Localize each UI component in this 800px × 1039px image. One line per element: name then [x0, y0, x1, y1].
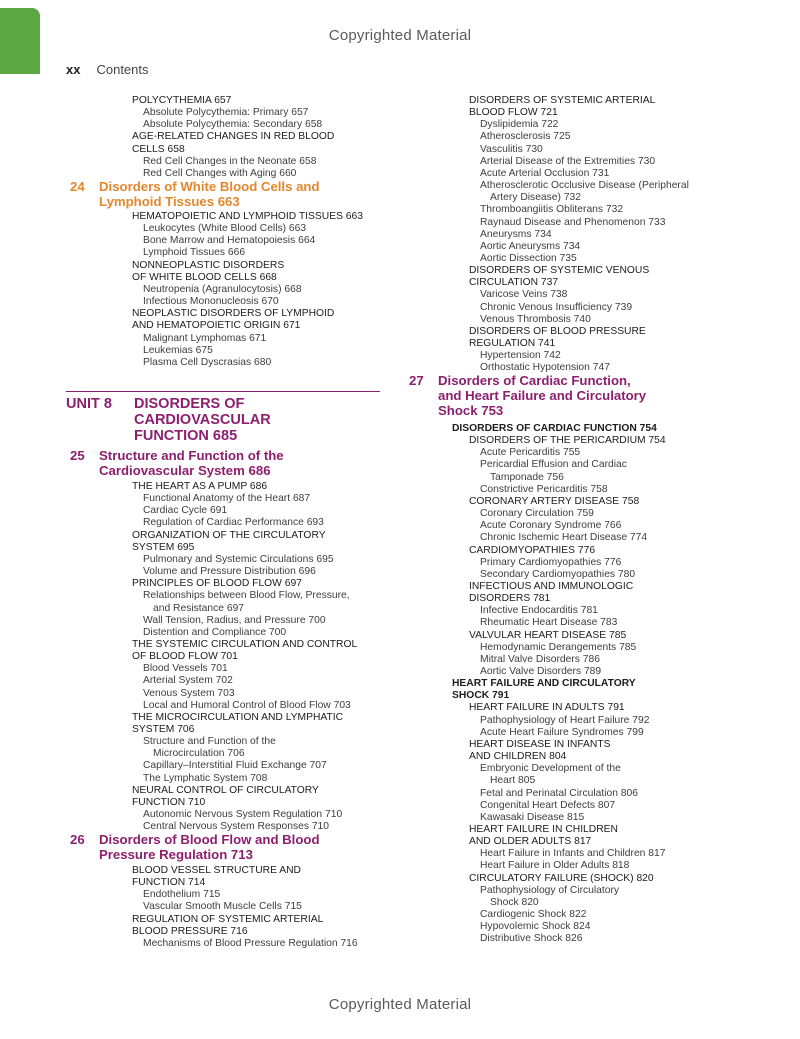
chapter-number: 25 [70, 448, 85, 463]
toc-subentry[interactable]: Pathophysiology of Heart Failure 792 [480, 714, 650, 726]
toc-subentry[interactable]: Embryonic Development of the [480, 763, 621, 775]
toc-subentry[interactable]: Malignant Lymphomas 671 [143, 332, 267, 344]
toc-subentry[interactable]: Rheumatic Heart Disease 783 [480, 617, 618, 629]
toc-subentry[interactable]: Primary Cardiomyopathies 776 [480, 556, 622, 568]
toc-entry[interactable]: SHOCK 791 [452, 690, 510, 702]
toc-subentry[interactable]: Vascular Smooth Muscle Cells 715 [143, 901, 302, 913]
chapter-title-line: Disorders of Cardiac Function, [438, 373, 631, 388]
toc-subentry[interactable]: Artery Disease) 732 [490, 192, 581, 204]
toc-subentry[interactable]: Blood Vessels 701 [143, 663, 228, 675]
toc-entry[interactable]: HEMATOPOIETIC AND LYMPHOID TISSUES 663 [132, 211, 363, 222]
toc-entry[interactable]: REGULATION OF SYSTEMIC ARTERIAL [132, 913, 324, 925]
toc-subentry[interactable]: Aortic Dissection 735 [480, 252, 577, 264]
toc-subentry[interactable]: Wall Tension, Radius, and Pressure 700 [143, 614, 326, 626]
toc-subentry[interactable]: Cardiogenic Shock 822 [480, 909, 587, 920]
toc-entry[interactable]: AND OLDER ADULTS 817 [469, 836, 592, 848]
toc-subentry[interactable]: Tamponade 756 [490, 471, 564, 483]
chapter-25-heading[interactable] [70, 448, 284, 463]
toc-entry[interactable]: THE SYSTEMIC CIRCULATION AND CONTROL [132, 638, 358, 650]
toc-entry[interactable]: DISORDERS OF CARDIAC FUNCTION 754 [452, 423, 657, 434]
toc-subentry[interactable]: Structure and Function of the [143, 736, 276, 748]
toc-subentry[interactable]: Infective Endocarditis 781 [480, 605, 598, 617]
toc-entry[interactable]: CIRCULATORY FAILURE (SHOCK) 820 [469, 872, 654, 884]
toc-subentry[interactable]: Orthostatic Hypotension 747 [480, 362, 610, 374]
toc-subentry[interactable]: Red Cell Changes in the Neonate 658 [143, 155, 317, 167]
toc-subentry[interactable]: Hypovolemic Shock 824 [480, 921, 591, 933]
chapter-27-heading-cont[interactable] [438, 388, 646, 403]
toc-entry[interactable]: ORGANIZATION OF THE CIRCULATORY [132, 529, 326, 541]
toc-subentry[interactable]: Fetal and Perinatal Circulation 806 [480, 787, 638, 799]
toc-subentry[interactable]: Bone Marrow and Hematopoiesis 664 [143, 235, 316, 247]
toc-subentry[interactable]: Endothelium 715 [143, 889, 221, 901]
toc-subentry[interactable]: Relationships between Blood Flow, Pressure, [143, 590, 350, 602]
chapter-26-heading[interactable] [70, 832, 320, 847]
toc-subentry[interactable]: Leukocytes (White Blood Cells) 663 [143, 223, 307, 235]
toc-subentry[interactable]: Chronic Ischemic Heart Disease 774 [480, 532, 648, 544]
chapter-title-line: Lymphoid Tissues 663 [99, 194, 240, 209]
chapter-title-line: Structure and Function of the [99, 448, 284, 463]
toc-entry[interactable]: DISORDERS 781 [469, 593, 551, 605]
chapter-title-line: Disorders of Blood Flow and Blood [99, 832, 320, 847]
chapter-25-heading-cont[interactable] [99, 463, 271, 478]
toc-subentry[interactable]: Secondary Cardiomyopathies 780 [480, 568, 636, 580]
unit-title-line: DISORDERS OF [134, 396, 245, 412]
toc-subentry[interactable]: Distention and Compliance 700 [143, 626, 287, 638]
toc-subentry[interactable]: Mechanisms of Blood Pressure Regulation 716 [143, 937, 358, 949]
toc-entry[interactable]: THE MICROCIRCULATION AND LYMPHATIC [132, 711, 344, 723]
toc-subentry[interactable]: Plasma Cell Dyscrasias 680 [143, 356, 272, 368]
toc-entry[interactable]: BLOOD FLOW 721 [469, 107, 558, 119]
toc-subentry[interactable]: Arterial System 702 [143, 675, 233, 687]
toc-subentry[interactable]: Venous Thrombosis 740 [480, 313, 591, 325]
toc-entry[interactable]: DISORDERS OF SYSTEMIC VENOUS [469, 265, 650, 277]
toc-subentry[interactable]: Pathophysiology of Circulatory [480, 884, 620, 896]
chapter-24-heading[interactable] [70, 179, 320, 194]
toc-subentry[interactable]: Hypertension 742 [480, 350, 561, 362]
toc-subentry[interactable]: Coronary Circulation 759 [480, 508, 594, 520]
running-head [66, 62, 149, 77]
toc-subentry[interactable]: Distributive Shock 826 [480, 933, 583, 945]
toc-entry[interactable]: NEURAL CONTROL OF CIRCULATORY [132, 784, 319, 796]
toc-subentry[interactable]: Heart Failure in Older Adults 818 [480, 860, 630, 872]
toc-subentry[interactable]: Absolute Polycythemia: Secondary 658 [143, 119, 323, 131]
toc-subentry[interactable]: Pulmonary and Systemic Circulations 695 [143, 553, 334, 565]
toc-entry[interactable]: FUNCTION 710 [132, 796, 206, 808]
unit-divider-rule [66, 391, 380, 392]
toc-subentry[interactable]: Cardiac Cycle 691 [143, 505, 228, 517]
toc-subentry[interactable]: Atherosclerotic Occlusive Disease (Peripheral [480, 180, 689, 192]
toc-subentry[interactable]: Heart 805 [490, 775, 536, 787]
watermark-top: Copyrighted Material [328, 27, 472, 44]
toc-entry[interactable]: OF BLOOD FLOW 701 [132, 651, 238, 663]
toc-entry[interactable]: SYSTEM 706 [132, 724, 195, 735]
toc-subentry[interactable]: Volume and Pressure Distribution 696 [143, 566, 316, 578]
toc-entry[interactable]: HEART FAILURE IN CHILDREN [469, 823, 618, 835]
toc-subentry[interactable]: Atherosclerosis 725 [480, 131, 571, 143]
toc-entry[interactable]: NONNEOPLASTIC DISORDERS [132, 259, 285, 271]
toc-subentry[interactable]: Vasculitis 730 [480, 143, 543, 155]
toc-subentry[interactable]: Mitral Valve Disorders 786 [480, 653, 600, 665]
toc-subentry[interactable]: Kawasaki Disease 815 [480, 811, 585, 823]
toc-subentry[interactable]: Red Cell Changes with Aging 660 [143, 167, 297, 179]
toc-entry[interactable]: OF WHITE BLOOD CELLS 668 [132, 271, 277, 283]
watermark-bottom: Copyrighted Material [328, 996, 472, 1013]
toc-subentry[interactable]: Local and Humoral Control of Blood Flow 703 [143, 699, 351, 711]
chapter-title-line: Disorders of White Blood Cells and [99, 179, 320, 194]
toc-subentry[interactable]: Aneurysms 734 [480, 228, 552, 240]
toc-subentry[interactable]: Leukemias 675 [143, 344, 213, 356]
toc-subentry[interactable]: Acute Pericarditis 755 [480, 447, 581, 459]
toc-entry[interactable]: PRINCIPLES OF BLOOD FLOW 697 [132, 578, 302, 590]
toc-subentry[interactable]: The Lymphatic System 708 [143, 772, 268, 784]
chapter-26-heading-cont[interactable] [99, 847, 253, 862]
toc-subentry[interactable]: Shock 820 [490, 896, 539, 908]
unit-8-heading-cont[interactable] [134, 428, 237, 444]
toc-subentry[interactable]: Constrictive Pericarditis 758 [480, 483, 608, 495]
unit-title-line: CARDIOVASCULAR [134, 412, 271, 428]
toc-subentry[interactable]: Venous System 703 [143, 687, 235, 699]
toc-subentry[interactable]: Thromboangiitis Obliterans 732 [480, 204, 624, 216]
chapter-number: 27 [409, 373, 424, 388]
toc-entry[interactable]: CORONARY ARTERY DISEASE 758 [469, 495, 640, 507]
chapter-number: 26 [70, 832, 85, 847]
chapter-24-heading-cont[interactable] [99, 194, 240, 209]
toc-subentry[interactable]: Arterial Disease of the Extremities 730 [480, 155, 656, 167]
chapter-title-line: Pressure Regulation 713 [99, 847, 253, 862]
toc-subentry[interactable]: Autonomic Nervous System Regulation 710 [143, 809, 343, 821]
unit-8-heading[interactable] [66, 396, 244, 412]
unit-title-line: FUNCTION 685 [134, 428, 238, 444]
toc-entry[interactable]: CIRCULATION 737 [469, 277, 559, 289]
unit-8-heading-cont[interactable] [134, 412, 271, 428]
toc-subentry[interactable]: Acute Coronary Syndrome 766 [480, 520, 622, 532]
toc-entry[interactable]: DISORDERS OF THE PERICARDIUM 754 [469, 435, 666, 447]
chapter-27-heading-cont[interactable] [438, 403, 503, 418]
chapter-number: 24 [70, 179, 85, 194]
toc-subentry[interactable]: Congenital Heart Defects 807 [480, 799, 616, 811]
toc-subentry[interactable]: Regulation of Cardiac Performance 693 [143, 517, 324, 529]
toc-entry[interactable]: FUNCTION 714 [132, 877, 206, 889]
toc-subentry[interactable]: Absolute Polycythemia: Primary 657 [143, 107, 309, 119]
toc-subentry[interactable]: Chronic Venous Insufficiency 739 [480, 301, 633, 313]
page-number: xx [66, 62, 81, 77]
toc-subentry[interactable]: Aortic Valve Disorders 789 [480, 666, 602, 677]
toc-subentry[interactable]: Acute Arterial Occlusion 731 [480, 167, 610, 179]
toc-entry[interactable]: HEART FAILURE IN ADULTS 791 [469, 702, 625, 714]
toc-entry[interactable]: DISORDERS OF BLOOD PRESSURE [469, 325, 646, 337]
toc-subentry[interactable]: Hemodynamic Derangements 785 [480, 641, 637, 653]
toc-entry[interactable]: CELLS 658 [132, 143, 185, 155]
toc-entry[interactable]: SYSTEM 695 [132, 541, 195, 553]
toc-subentry[interactable]: and Resistance 697 [153, 602, 245, 614]
toc-subentry[interactable]: Neutropenia (Agranulocytosis) 668 [143, 283, 302, 295]
toc-subentry[interactable]: Acute Heart Failure Syndromes 799 [480, 726, 644, 738]
toc-entry[interactable]: BLOOD VESSEL STRUCTURE AND [132, 865, 301, 876]
toc-entry[interactable]: HEART FAILURE AND CIRCULATORY [452, 678, 636, 690]
toc-entry[interactable]: THE HEART AS A PUMP 686 [132, 481, 268, 492]
chapter-27-heading[interactable] [409, 373, 631, 388]
toc-subentry[interactable]: Varicose Veins 738 [480, 289, 568, 301]
toc-entry[interactable]: DISORDERS OF SYSTEMIC ARTERIAL [469, 95, 656, 106]
toc-subentry[interactable]: Dyslipidemia 722 [480, 119, 559, 131]
toc-entry[interactable]: BLOOD PRESSURE 716 [132, 925, 248, 937]
unit-label: UNIT 8 [66, 396, 112, 412]
toc-entry[interactable]: AND HEMATOPOIETIC ORIGIN 671 [132, 320, 301, 332]
toc-entry[interactable]: VALVULAR HEART DISEASE 785 [469, 629, 627, 641]
toc-subentry[interactable]: Microcirculation 706 [153, 748, 245, 760]
toc-subentry[interactable]: Aortic Aneurysms 734 [480, 240, 581, 252]
toc-entry[interactable]: AGE-RELATED CHANGES IN RED BLOOD [132, 131, 335, 143]
toc-entry[interactable]: REGULATION 741 [469, 338, 556, 349]
toc-entry[interactable]: AND CHILDREN 804 [469, 751, 567, 763]
toc-subentry[interactable]: Heart Failure in Infants and Children 817 [480, 848, 666, 860]
chapter-title-line: Cardiovascular System 686 [99, 463, 271, 478]
toc-subentry[interactable]: Lymphoid Tissues 666 [143, 247, 246, 259]
toc-subentry[interactable]: Central Nervous System Responses 710 [143, 821, 330, 833]
toc-entry[interactable]: HEART DISEASE IN INFANTS [469, 738, 611, 750]
toc-subentry[interactable]: Pericardial Effusion and Cardiac [480, 459, 627, 471]
chapter-title-line: Shock 753 [438, 403, 504, 418]
toc-subentry[interactable]: Infectious Mononucleosis 670 [143, 296, 279, 308]
toc-entry[interactable]: CARDIOMYOPATHIES 776 [469, 544, 596, 556]
toc-entry[interactable]: NEOPLASTIC DISORDERS OF LYMPHOID [132, 308, 335, 320]
toc-subentry[interactable]: Raynaud Disease and Phenomenon 733 [480, 216, 666, 228]
running-head-title: Contents [96, 62, 149, 77]
toc-entry[interactable]: INFECTIOUS AND IMMUNOLOGIC [469, 580, 634, 592]
toc-subentry[interactable]: Capillary–Interstitial Fluid Exchange 707 [143, 760, 327, 772]
toc-entry[interactable]: POLYCYTHEMIA 657 [132, 95, 232, 106]
toc-subentry[interactable]: Functional Anatomy of the Heart 687 [143, 493, 311, 505]
chapter-title-line: and Heart Failure and Circulatory [438, 388, 647, 403]
